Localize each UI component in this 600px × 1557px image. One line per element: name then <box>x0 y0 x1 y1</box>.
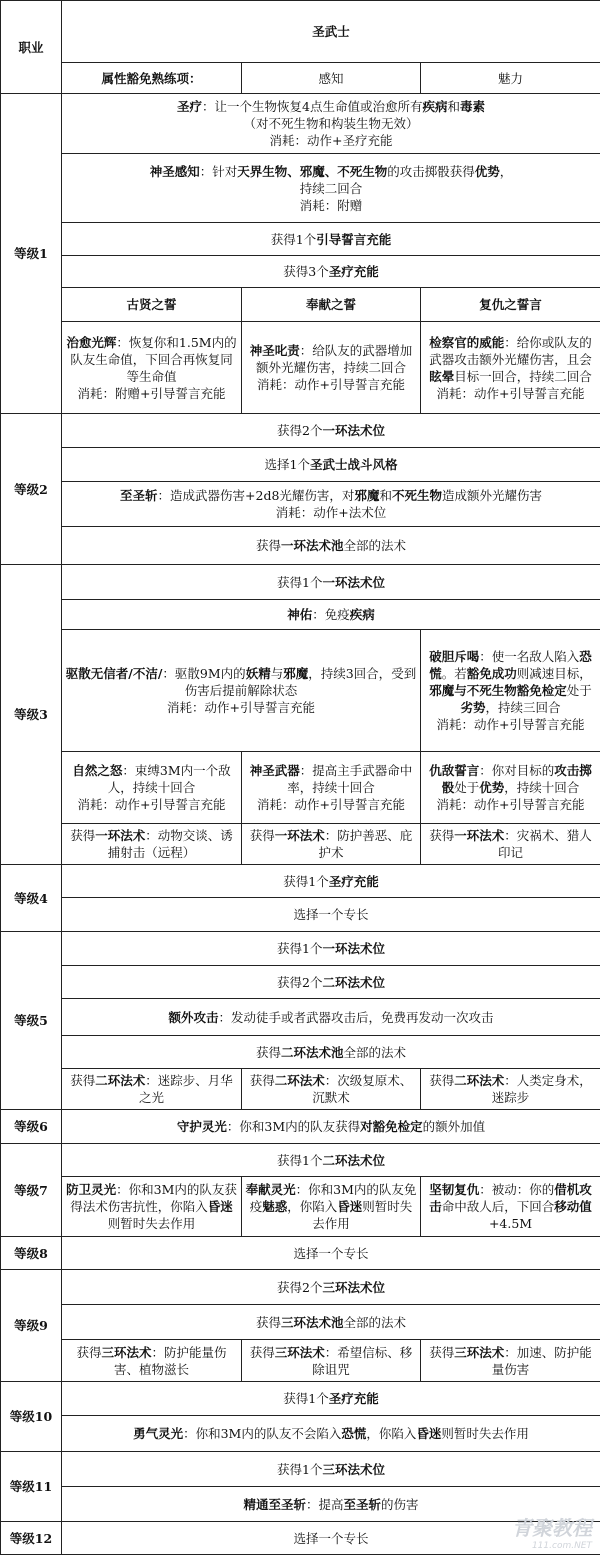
level-9-label: 等级9 <box>1 1270 62 1382</box>
gain-lay-on-hands: 获得3个圣疗充能 <box>62 256 600 288</box>
l8-feat: 选择一个专长 <box>62 1237 600 1270</box>
l3-spell-slots: 获得1个一环法术位 <box>62 565 600 600</box>
l5-oath-spells-vengeance: 获得二环法术：人类定身术，迷踪步 <box>421 1069 600 1110</box>
turn-unholy: 驱散无信者/不洁/：驱散9M内的妖精与邪魔，持续3回合，受到伤害后提前解除状态 消耗：动作+引导誓言充能 <box>62 630 421 752</box>
class-name: 圣武士 <box>62 1 600 63</box>
level-1-label: 等级1 <box>1 94 62 414</box>
natures-wrath: 自然之怒：束缚3M内一个敌人，持续十回合 消耗：动作+引导誓言充能 <box>62 752 242 824</box>
gain-channel-oath: 获得1个引导誓言充能 <box>62 223 600 256</box>
aura-of-protection: 守护灵光：你和3M内的队友获得对豁免检定的额外加值 <box>62 1110 600 1144</box>
l7-spell-slots: 获得1个二环法术位 <box>62 1144 600 1177</box>
level-2-label: 等级2 <box>1 414 62 565</box>
inquisitors-might: 检察官的威能：给你或队友的武器攻击额外光耀伤害，且会眩晕目标一回合，持续二回合 消耗：动作+引导誓言充能 <box>421 322 600 414</box>
oath-vengeance: 复仇之誓言 <box>421 288 600 322</box>
level-10-label: 等级10 <box>1 1382 62 1452</box>
l5-oath-spells-devotion: 获得二环法术：次级复原术、沉默术 <box>242 1069 421 1110</box>
aura-of-warding: 防卫灵光：你和3M内的队友获得法术伤害抗性，你陷入昏迷则暂时失去作用 <box>62 1177 242 1237</box>
level-7-label: 等级7 <box>1 1144 62 1237</box>
extra-attack: 额外攻击：发动徒手或者武器攻击后，免费再发动一次攻击 <box>62 999 600 1036</box>
level-4-label: 等级4 <box>1 865 62 932</box>
l4-feat: 选择一个专长 <box>62 898 600 932</box>
save-charisma: 魅力 <box>421 63 600 94</box>
sacred-weapon: 神圣武器：提高主手武器命中率，持续十回合 消耗：动作+引导誓言充能 <box>242 752 421 824</box>
l3-oath-spells-vengeance: 获得一环法术：灾祸术、猎人印记 <box>421 824 600 865</box>
l5-spell-pool: 获得二环法术池全部的法术 <box>62 1036 600 1069</box>
class-label: 职业 <box>1 1 62 94</box>
improved-divine-smite: 精通至圣斩：提高至圣斩的伤害 <box>62 1487 600 1522</box>
level-6-label: 等级6 <box>1 1110 62 1144</box>
level-3-label: 等级3 <box>1 565 62 865</box>
level-11-label: 等级11 <box>1 1452 62 1522</box>
aura-of-courage: 勇气灵光：你和3M内的队友不会陷入恐慌，你陷入昏迷则暂时失去作用 <box>62 1416 600 1452</box>
sacred-weapon-rebuke: 神圣叱责：给队友的武器增加额外光耀伤害，持续二回合 消耗：动作+引导誓言充能 <box>242 322 421 414</box>
divine-sense: 神圣感知：针对天界生物、邪魔、不死生物的攻击掷骰获得优势， 持续二回合 消耗：附赠 <box>62 154 600 223</box>
l5-slots-2: 获得2个二环法术位 <box>62 966 600 999</box>
level-8-label: 等级8 <box>1 1237 62 1270</box>
vow-of-enmity: 仇敌誓言：你对目标的攻击掷骰处于优势，持续十回合 消耗：动作+引导誓言充能 <box>421 752 600 824</box>
divine-smite: 至圣斩：造成武器伤害+2d8光耀伤害，对邪魔和不死生物造成额外光耀伤害 消耗：动作+法术位 <box>62 482 600 527</box>
watermark: 青聚教程 111.com.NET <box>512 1516 592 1551</box>
lay-on-hands: 圣疗：让一个生物恢复4点生命值或治愈所有疾病和毒素 （对不死生物和构装生物无效） 消耗：动作+圣疗充能 <box>62 94 600 154</box>
fighting-style: 选择1个圣武士战斗风格 <box>62 448 600 482</box>
oath-devotion: 奉献之誓 <box>242 288 421 322</box>
l2-spell-slots: 获得2个一环法术位 <box>62 414 600 448</box>
l9-spell-slots: 获得2个三环法术位 <box>62 1270 600 1305</box>
level-12-label: 等级12 <box>1 1522 62 1555</box>
l9-oath-spells-ancients: 获得三环法术：防护能量伤害、植物滋长 <box>62 1340 242 1382</box>
l3-oath-spells-devotion: 获得一环法术：防护善恶、庇护术 <box>242 824 421 865</box>
l11-spell-slots: 获得1个三环法术位 <box>62 1452 600 1487</box>
l3-oath-spells-ancients: 获得一环法术：动物交谈、诱捕射击（远程） <box>62 824 242 865</box>
l12-feat: 选择一个专长 <box>62 1522 600 1555</box>
relentless-avenger: 坚韧复仇：被动：你的借机攻击命中敌人后，下回合移动值+4.5M <box>421 1177 600 1237</box>
healing-radiance: 治愈光辉：恢复你和1.5M内的队友生命值，下回合再恢复同等生命值 消耗：附赠+引导誓言充能 <box>62 322 242 414</box>
level-5-label: 等级5 <box>1 932 62 1110</box>
aura-of-devotion: 奉献灵光：你和3M内的队友免疫魅惑，你陷入昏迷则暂时失去作用 <box>242 1177 421 1237</box>
l4-lay-on-hands: 获得1个圣疗充能 <box>62 865 600 898</box>
l2-spell-pool: 获得一环法术池全部的法术 <box>62 527 600 565</box>
oath-ancients: 古贤之誓 <box>62 288 242 322</box>
l5-oath-spells-ancients: 获得二环法术：迷踪步、月华之光 <box>62 1069 242 1110</box>
l5-slots-1: 获得1个一环法术位 <box>62 932 600 966</box>
abjure-enemy: 破胆斥喝：使一名敌人陷入恐慌。若豁免成功则减速目标，邪魔与不死生物豁免检定处于劣势，持续三回合 消耗：动作+引导誓言充能 <box>421 630 600 752</box>
divine-health: 神佑：免疫疾病 <box>62 600 600 630</box>
l9-oath-spells-vengeance: 获得三环法术：加速、防护能量伤害 <box>421 1340 600 1382</box>
save-proficiency-label: 属性豁免熟练项： <box>62 63 242 94</box>
save-wisdom: 感知 <box>242 63 421 94</box>
l10-lay-on-hands: 获得1个圣疗充能 <box>62 1382 600 1416</box>
l9-oath-spells-devotion: 获得三环法术：希望信标、移除诅咒 <box>242 1340 421 1382</box>
l9-spell-pool: 获得三环法术池全部的法术 <box>62 1305 600 1340</box>
